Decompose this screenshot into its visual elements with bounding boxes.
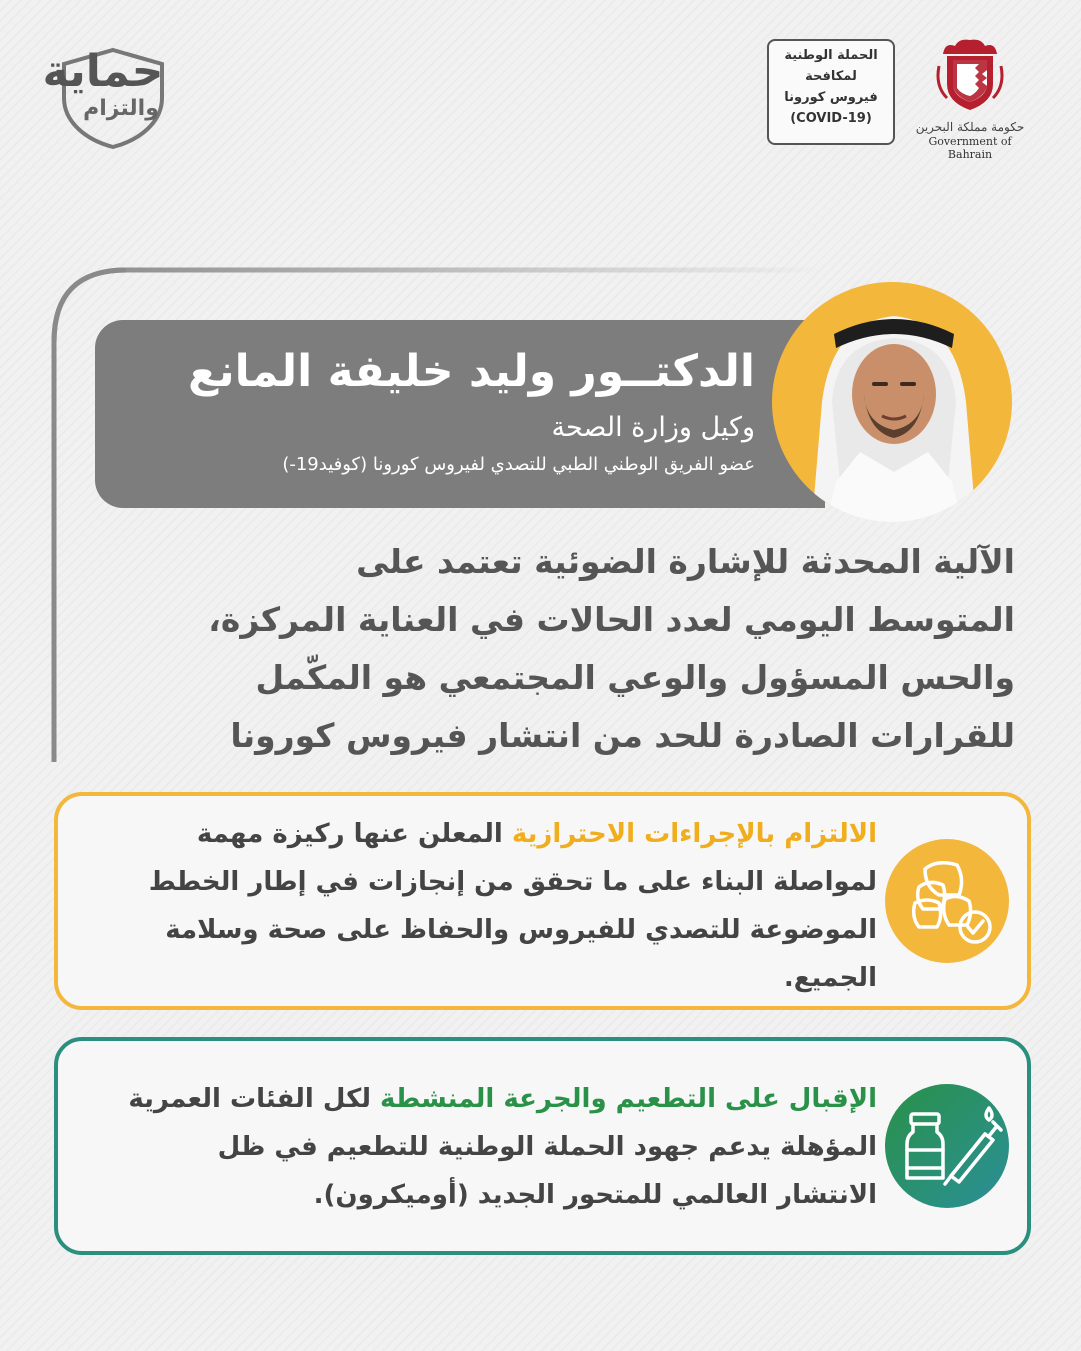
vaccination-card xyxy=(54,1037,1031,1255)
government-emblem xyxy=(905,36,1035,161)
national-campaign-badge xyxy=(767,39,895,145)
campaign-line-3: فيروس كورونا xyxy=(784,90,878,105)
statement-line-2: المتوسط اليومي لعدد الحالات في العناية المركزة، xyxy=(208,600,1015,639)
government-english-label: Government of Bahrain xyxy=(928,135,1012,161)
vaccination-body: لكل الفئات العمرية المؤهلة يدعم جهود الحملة الوطنية للتطعيم في ظل الانتشار العالمي للمتحور الجديد (أوميكرون). xyxy=(128,1084,877,1210)
precautions-card xyxy=(54,792,1031,1010)
vaccination-text xyxy=(117,1075,877,1219)
statement-line-3: والحس المسؤول والوعي المجتمعي هو المكّمل xyxy=(255,658,1015,697)
campaign-line-2: لمكافحة xyxy=(805,69,857,84)
vaccine-vial-syringe-icon xyxy=(885,1084,1009,1208)
speaker-membership: عضو الفريق الوطني الطبي للتصدي لفيروس كورونا (كوفيد19-) xyxy=(282,454,755,475)
speaker-name: الدكتــور وليد خليفة المانع xyxy=(188,346,755,397)
precautions-highlight: الالتزام بالإجراءات الاحترازية xyxy=(511,819,877,849)
vaccination-highlight: الإقبال على التطعيم والجرعة المنشطة xyxy=(380,1084,877,1114)
campaign-line-1: الحملة الوطنية xyxy=(784,48,878,63)
speaker-portrait xyxy=(772,282,1012,522)
statement-line-4: للقرارات الصادرة للحد من انتشار فيروس كورونا xyxy=(230,716,1015,755)
government-arabic-label: حكومة مملكة البحرين xyxy=(915,120,1025,134)
speaker-header xyxy=(95,320,825,508)
main-statement xyxy=(80,533,1015,765)
brand-word-protection: حماية xyxy=(42,46,164,97)
precautions-text xyxy=(117,810,877,1002)
statement-line-1: الآلية المحدثة للإشارة الضوئية تعتمد على xyxy=(356,542,1015,581)
brand-word-commitment: والتزام xyxy=(83,96,159,121)
people-masks-check-icon xyxy=(885,839,1009,963)
protection-commitment-logo xyxy=(40,38,170,150)
bahrain-crest-icon xyxy=(935,36,1005,114)
speaker-photo xyxy=(772,282,1012,522)
precautions-body: المعلن عنها ركيزة مهمة لمواصلة البناء على ما تحقق من إنجازات في إطار الخطط الموضوعة للتصدي للفيروس والحفاظ على صحة وسلامة الجميع. xyxy=(148,819,877,993)
campaign-line-4: (COVID-19) xyxy=(790,111,872,126)
speaker-role: وكيل وزارة الصحة xyxy=(551,412,755,443)
